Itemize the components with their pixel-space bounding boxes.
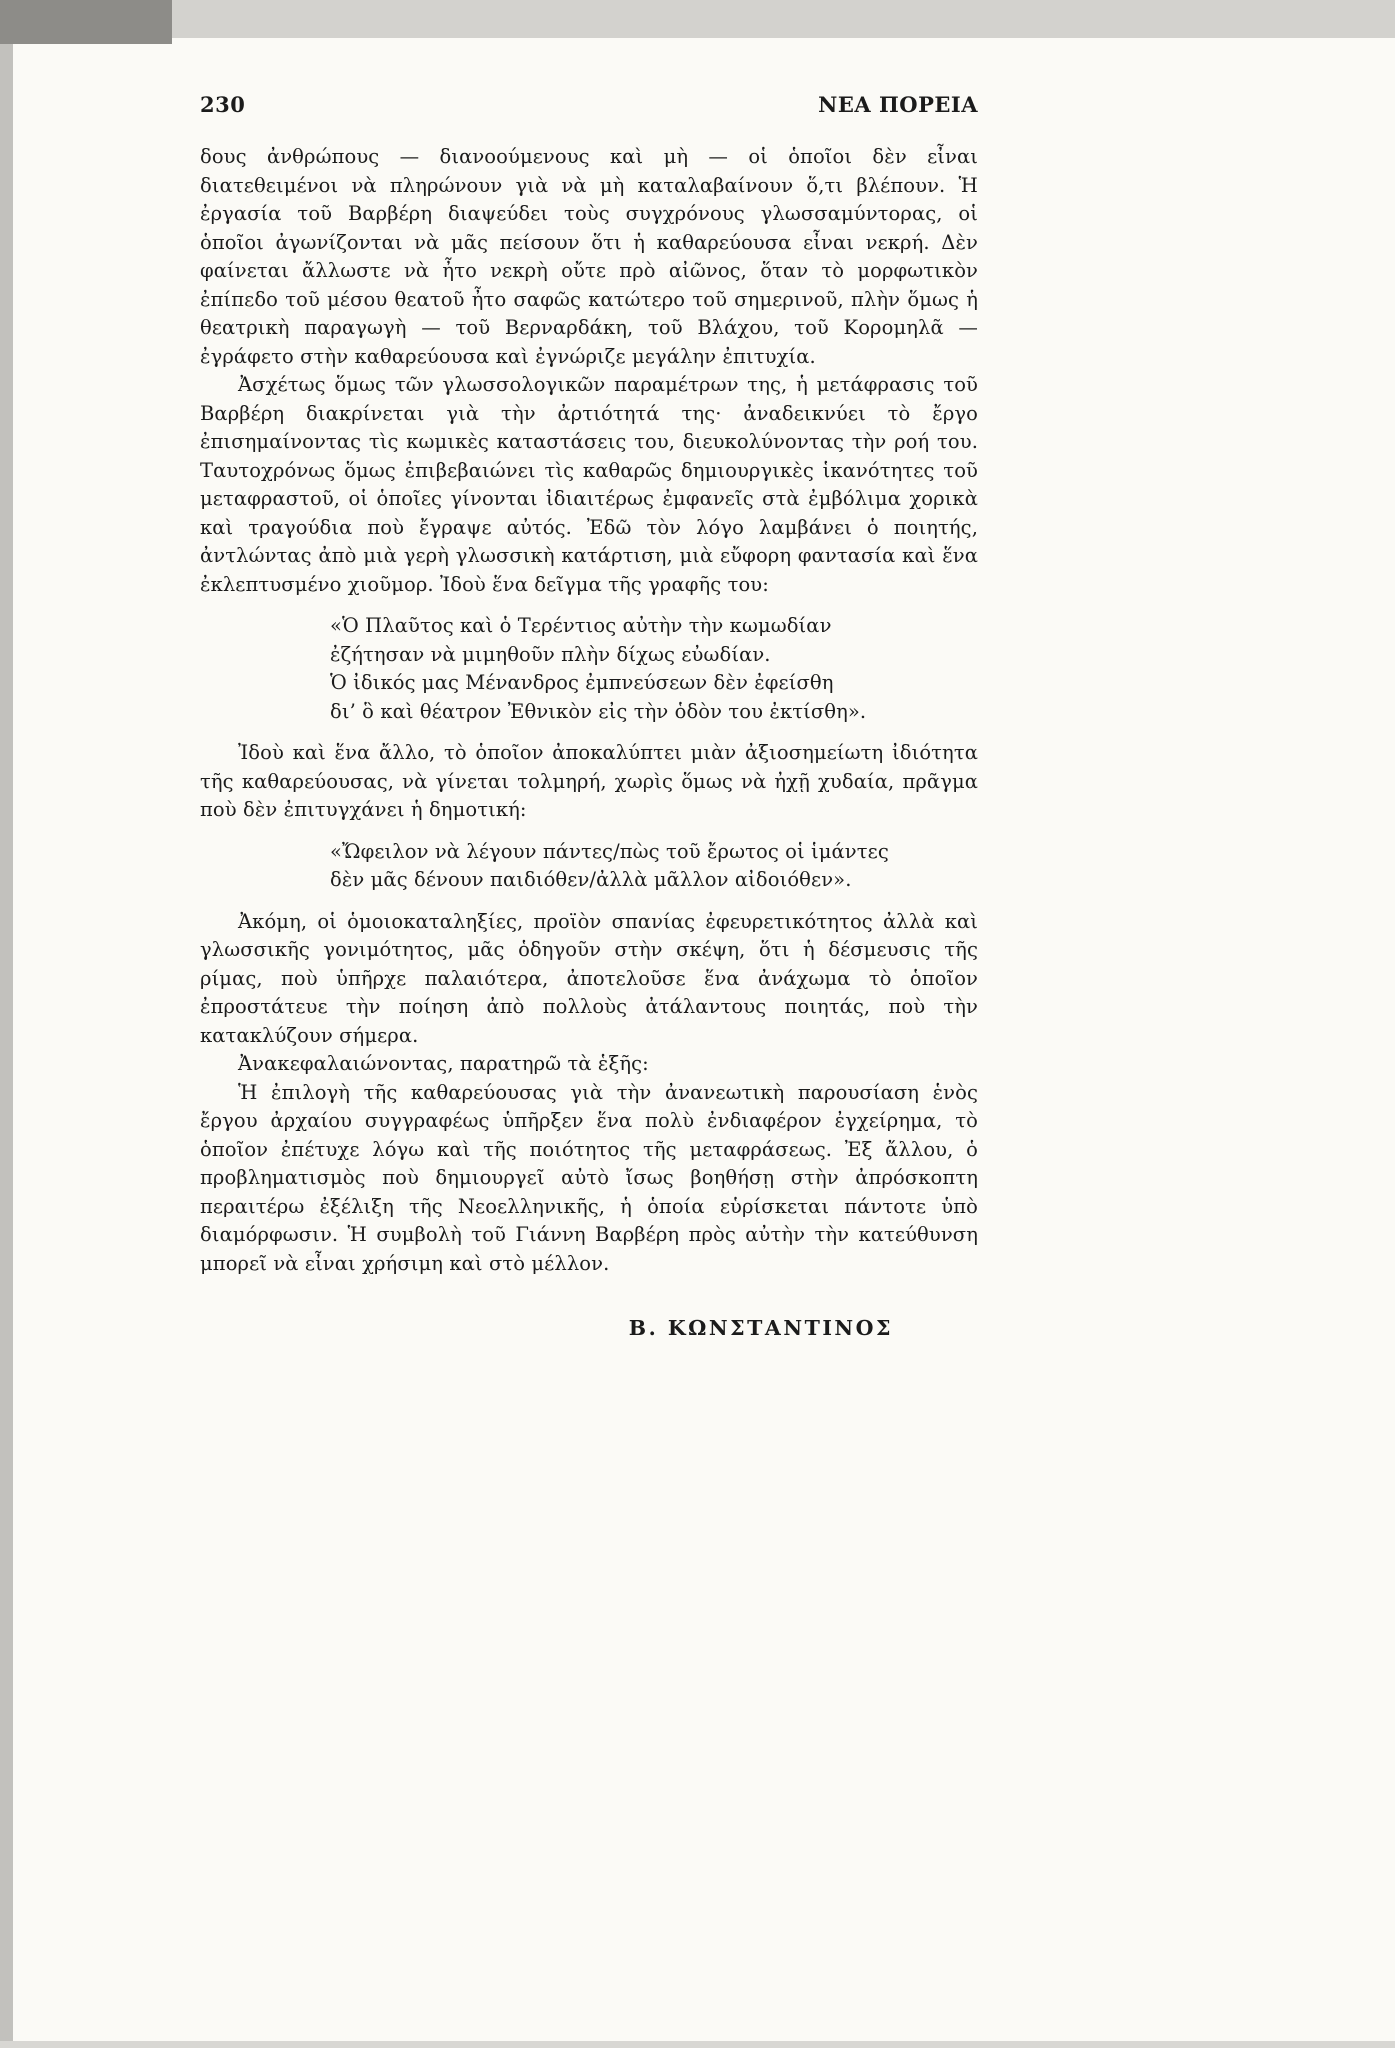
author-signature: Β. ΚΩΝΣΤΑΝΤΙΝΟΣ — [628, 1316, 893, 1340]
verse-line: ἐζήτησαν νὰ μιμηθοῦν πλὴν δίχως εὐωδίαν. — [330, 642, 771, 666]
verse-line: Ὁ ἰδικός μας Μένανδρος ἐμπνεύσεων δὲν ἐφείσθη — [330, 671, 834, 694]
paragraph-recap-intro: Ἀνακεφαλαιώνοντας, παρατηρῶ τὰ ἑξῆς: — [238, 1052, 649, 1075]
paragraph-continuation: δους ἀνθρώπους — διανοούμενους καὶ μὴ — οἱ ὁποῖοι δὲν εἶναι διατεθειμένοι νὰ πληρώνουν γιὰ νὰ μὴ καταλαβαίνουν ὅ,τι βλέπουν. Ἡ ἐργασία τοῦ Βαρβέρη διαψεύδει τοὺς συγχρόνους γλωσσαμύντορας, οἱ ὁποῖοι ἀγωνίζονται νὰ μᾶς πείσουν ὅτι ἡ καθαρεύουσα εἶναι νεκρή. Δὲν φαίνεται ἄλλωστε νὰ ἦτο νεκρὴ οὔτε πρὸ αἰῶνος, ὅταν τὸ μορφωτικὸν ἐπίπεδο τοῦ μέσου θεατοῦ ἦτο σαφῶς κατώτερο τοῦ σημερινοῦ, πλὴν ὅμως ἡ θεατρικὴ παραγωγὴ — τοῦ Βερναρδάκη, τοῦ Βλάχου, τοῦ Κορομηλᾶ — ἐγράφετο στὴν καθαρεύουσα καὶ ἐγνώριζε μεγάλην ἐπιτυχία. — [200, 145, 978, 368]
paragraph-katharevousa-boldness: Ἰδοὺ καὶ ἕνα ἄλλο, τὸ ὁποῖον ἀποκαλύπτει μιὰν ἀξιοσημείωτη ἰδιότητα τῆς καθαρεύουσας, νὰ γίνεται τολμηρή, χωρὶς ὅμως νὰ ἠχῇ χυδαία, πρᾶγμα ποὺ δὲν ἐπιτυγχάνει ἡ δημοτική: — [200, 741, 978, 821]
paragraph-translation-merits: Ἀσχέτως ὅμως τῶν γλωσσολογικῶν παραμέτρων της, ἡ μετάφρασις τοῦ Βαρβέρη διακρίνεται γιὰ τὴν ἀρτιότητά της· ἀναδεικνύει τὸ ἔργο ἐπισημαίνοντας τὶς κωμικὲς καταστάσεις του, διευκολύνοντας τὴν ροή του. Ταυτοχρόνως ὅμως ἐπιβεβαιώνει τὶς καθαρῶς δημιουργικὲς ἱκανότητες τοῦ μεταφραστοῦ, οἱ ὁποῖες γίνονται ἰδιαιτέρως ἐμφανεῖς στὰ ἐμβόλιμα χορικὰ καὶ τραγούδια ποὺ ἔγραψε αὐτός. Ἐδῶ τὸν λόγο λαμβάνει ὁ ποιητής, ἀντλώντας ἀπὸ μιὰ γερὴ γλωσσικὴ κατάρτιση, μιὰ εὔφορη φαντασία καὶ ἕνα ἐκλεπτυσμένο χιοῦμορ. Ἰδοὺ ἕνα δεῖγμα τῆς γραφῆς του: — [200, 373, 978, 596]
verse-quote-ofeilon — [330, 838, 978, 895]
page-header — [200, 92, 978, 117]
scan-shadow-top — [0, 0, 1395, 38]
scan-shadow-bottom — [0, 2041, 1395, 2048]
verse-line: «Ὤφειλον νὰ λέγουν πάντες/πὼς τοῦ ἔρωτος οἱ ἱμάντες — [330, 839, 889, 863]
scan-shadow-left — [0, 0, 13, 2048]
verse-line: δι’ ὃ καὶ θέατρον Ἐθνικὸν εἰς τὴν ὁδὸν του ἐκτίσθη». — [330, 699, 867, 723]
paragraph-rhymes: Ἀκόμη, οἱ ὁμοιοκαταληξίες, προϊὸν σπανίας ἐφευρετικότητος ἀλλὰ καὶ γλωσσικῆς γονιμότητος, μᾶς ὁδηγοῦν στὴν σκέψη, ὅτι ἡ δέσμευσις τῆς ρίμας, ποὺ ὑπῆρχε παλαιότερα, ἀποτελοῦσε ἕνα ἀνάχωμα τὸ ὁποῖον ἐπροστάτευε τὴν ποίηση ἀπὸ πολλοὺς ἀτάλαντους ποιητάς, ποὺ τὴν κατακλύζουν σήμερα. — [200, 909, 978, 1047]
page-number: 230 — [200, 92, 246, 117]
scan-shadow-corner — [0, 0, 172, 44]
journal-title: ΝΕΑ ΠΟΡΕΙΑ — [818, 92, 978, 117]
page-content — [200, 92, 978, 1343]
verse-line: δὲν μᾶς δένουν παιδιόθεν/ἀλλὰ μᾶλλον αἰδοιόθεν». — [330, 868, 852, 891]
paragraph-conclusion: Ἡ ἐπιλογὴ τῆς καθαρεύουσας γιὰ τὴν ἀνανεωτικὴ παρουσίαση ἑνὸς ἔργου ἀρχαίου συγγραφέως ὑπῆρξεν ἕνα πολὺ ἐνδιαφέρον ἐγχείρημα, τὸ ὁποῖον ἐπέτυχε λόγω καὶ τῆς ποιότητος τῆς μεταφράσεως. Ἐξ ἄλλου, ὁ προβληματισμὸς ποὺ δημιουργεῖ αὐτὸ ἴσως βοηθήσῃ στὴν ἀπρόσκοπτη περαιτέρω ἐξέλιξη τῆς Νεοελληνικῆς, ἡ ὁποία εὑρίσκεται πάντοτε ὑπὸ διαμόρφωσιν. Ἡ συμβολὴ τοῦ Γιάννη Βαρβέρη πρὸς αὐτὴν τὴν κατεύθυνση μπορεῖ νὰ εἶναι χρήσιμη καὶ στὸ μέλλον. — [200, 1080, 978, 1275]
article-body — [200, 143, 978, 1343]
verse-quote-plautus — [330, 612, 978, 726]
verse-line: «Ὁ Πλαῦτος καὶ ὁ Τερέντιος αὐτὴν τὴν κωμωδίαν — [330, 614, 832, 637]
